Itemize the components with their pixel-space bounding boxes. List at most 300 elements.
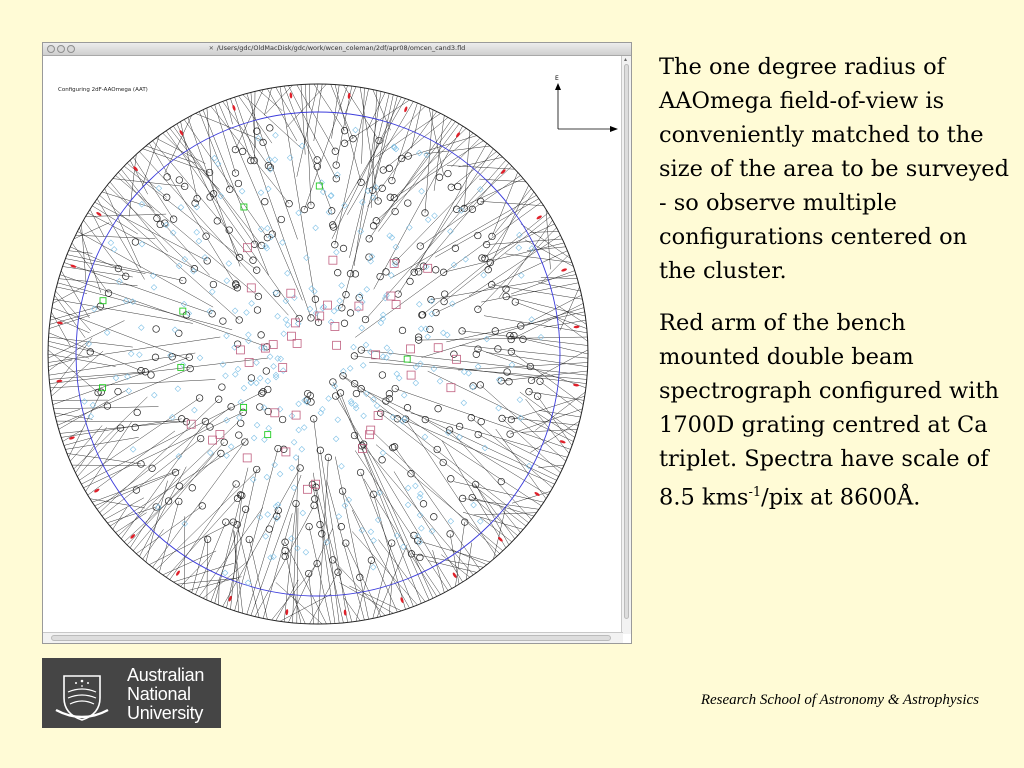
fibre-line bbox=[113, 508, 127, 530]
fibre-line bbox=[254, 92, 255, 161]
sky-marker bbox=[257, 375, 263, 381]
guide-star-marker bbox=[333, 341, 341, 349]
fibre-line bbox=[492, 172, 518, 236]
fibre-line bbox=[332, 85, 340, 139]
sky-marker bbox=[413, 380, 419, 386]
sky-marker bbox=[477, 519, 483, 525]
sky-marker bbox=[368, 258, 374, 264]
guide-star-marker bbox=[407, 371, 415, 379]
guide-star-marker bbox=[216, 430, 224, 438]
target-circle bbox=[220, 318, 227, 325]
target-circle bbox=[317, 521, 324, 528]
paragraph-spectrograph: Red arm of the bench mounted double beam spectrograph configured with 1700D grating centred at Ca triplet. Spectra have scale of 8.5 kms$^{-1}$/pix at 8600Å. bbox=[659, 310, 999, 511]
fibre-line bbox=[511, 271, 575, 294]
sky-marker bbox=[194, 229, 200, 235]
target-circle bbox=[253, 466, 260, 473]
target-circle bbox=[432, 267, 439, 274]
fibre-line bbox=[390, 141, 484, 201]
sky-marker bbox=[88, 413, 94, 419]
fibre-line bbox=[199, 112, 230, 190]
fibre-line bbox=[60, 422, 183, 434]
canvas-label: Configuring 2dF-AAOmega (AAT) bbox=[58, 87, 148, 93]
target-circle bbox=[250, 257, 257, 264]
fibre-line bbox=[181, 555, 212, 587]
fibre-line bbox=[538, 414, 575, 438]
sky-marker bbox=[250, 477, 256, 483]
sky-marker bbox=[432, 213, 438, 219]
fibre-line bbox=[276, 582, 322, 624]
sky-marker bbox=[300, 510, 306, 516]
anu-crest-icon bbox=[42, 658, 122, 728]
field-plot[interactable] bbox=[43, 56, 623, 634]
fibre-line bbox=[462, 331, 588, 346]
sky-marker bbox=[138, 325, 144, 331]
target-circle bbox=[528, 377, 535, 384]
sky-marker bbox=[272, 462, 278, 468]
anu-wordmark: Australian National University bbox=[127, 665, 205, 723]
target-circle bbox=[133, 487, 140, 494]
fibre-line bbox=[436, 251, 567, 313]
sky-marker bbox=[291, 439, 297, 445]
sky-marker bbox=[117, 279, 123, 285]
guide-star-marker bbox=[447, 384, 455, 392]
target-circle bbox=[455, 183, 462, 190]
sky-marker bbox=[280, 240, 286, 246]
fibre-line bbox=[133, 454, 214, 551]
fibre-line bbox=[314, 419, 340, 623]
fibre-line bbox=[255, 506, 314, 617]
target-circle bbox=[239, 148, 246, 155]
fibre-line bbox=[211, 106, 289, 204]
fibre-line bbox=[305, 84, 311, 205]
target-circle bbox=[219, 384, 226, 391]
horizontal-scroll-thumb[interactable] bbox=[51, 635, 611, 641]
sky-marker bbox=[82, 399, 88, 405]
fibre-line bbox=[284, 86, 332, 211]
guide-star-marker bbox=[209, 436, 217, 444]
fibre-line bbox=[118, 423, 237, 536]
sky-marker bbox=[224, 333, 230, 339]
anu-logo bbox=[42, 658, 221, 728]
sky-marker bbox=[222, 570, 228, 576]
target-circle bbox=[451, 351, 458, 358]
guide-star-marker bbox=[434, 344, 442, 352]
fibre-line bbox=[412, 105, 422, 149]
target-circle bbox=[104, 403, 111, 410]
fibre-lines bbox=[48, 84, 588, 624]
sky-marker bbox=[313, 225, 319, 231]
target-circle bbox=[506, 378, 513, 385]
parked-fibre-marker bbox=[536, 215, 542, 220]
sky-marker bbox=[91, 306, 97, 312]
sky-marker bbox=[353, 127, 359, 133]
target-circle bbox=[308, 399, 315, 406]
fibre-line bbox=[398, 149, 493, 294]
target-circle bbox=[404, 404, 411, 411]
sky-marker bbox=[170, 230, 176, 236]
sky-marker bbox=[313, 310, 319, 316]
fibre-line bbox=[92, 470, 180, 503]
target-circle bbox=[441, 291, 448, 298]
fibre-line bbox=[149, 522, 233, 565]
fibre-line bbox=[149, 143, 237, 287]
fibre-line bbox=[503, 440, 563, 469]
sky-marker bbox=[364, 391, 370, 397]
sky-marker bbox=[265, 512, 271, 518]
sky-marker bbox=[353, 405, 359, 411]
fibre-line bbox=[345, 100, 410, 143]
fibre-line bbox=[49, 353, 196, 375]
sky-marker bbox=[266, 425, 272, 431]
sky-marker bbox=[271, 554, 277, 560]
fibre-line bbox=[544, 320, 586, 327]
sky-marker bbox=[239, 188, 245, 194]
sky-marker bbox=[281, 331, 287, 337]
fibre-line bbox=[54, 407, 159, 409]
target-circle bbox=[407, 278, 414, 285]
fibre-line bbox=[64, 263, 212, 314]
fibre-line bbox=[354, 92, 381, 266]
sky-marker bbox=[444, 332, 450, 338]
sky-marker bbox=[130, 447, 136, 453]
sky-marker bbox=[481, 272, 487, 278]
fibre-line bbox=[361, 473, 414, 607]
sky-marker bbox=[371, 397, 377, 403]
sky-marker bbox=[175, 386, 181, 392]
fibre-line bbox=[418, 541, 490, 562]
target-circle bbox=[235, 180, 242, 187]
target-circle bbox=[498, 478, 505, 485]
scroll-up-icon[interactable]: ▴ bbox=[624, 56, 628, 63]
fibre-line bbox=[139, 467, 186, 557]
sky-marker bbox=[339, 463, 345, 469]
parked-fibre-marker bbox=[534, 491, 540, 496]
sky-marker bbox=[405, 485, 411, 491]
target-circle bbox=[383, 269, 390, 276]
fibre-line bbox=[361, 350, 587, 375]
fibre-line bbox=[333, 560, 385, 616]
target-circle bbox=[266, 526, 273, 533]
vertical-scrollbar[interactable] bbox=[621, 56, 631, 634]
sky-marker bbox=[448, 518, 454, 524]
target-circle bbox=[436, 174, 443, 181]
sky-marker bbox=[172, 327, 178, 333]
sky-marker bbox=[273, 132, 279, 138]
sky-marker bbox=[223, 373, 229, 379]
target-circle bbox=[330, 224, 337, 231]
target-circle bbox=[87, 349, 94, 356]
target-circle bbox=[340, 245, 347, 252]
target-circle bbox=[236, 432, 243, 439]
fibre-line bbox=[53, 285, 87, 303]
sky-marker bbox=[126, 388, 132, 394]
fibre-line bbox=[481, 283, 578, 302]
fibre-line bbox=[478, 349, 586, 388]
target-circle bbox=[334, 269, 341, 276]
target-circle bbox=[368, 557, 375, 564]
fibre-line bbox=[259, 91, 282, 111]
sky-marker bbox=[419, 188, 425, 194]
fibre-line bbox=[81, 224, 86, 285]
target-circle bbox=[278, 216, 285, 223]
fibre-line bbox=[69, 392, 102, 457]
sky-marker bbox=[137, 352, 143, 358]
sky-marker bbox=[303, 549, 309, 555]
fibre-line bbox=[159, 502, 179, 573]
fibre-line bbox=[86, 422, 132, 492]
sky-marker bbox=[254, 380, 260, 386]
parked-fibre-marker bbox=[69, 436, 76, 440]
horizontal-scrollbar[interactable] bbox=[43, 632, 623, 643]
target-circle bbox=[149, 465, 156, 472]
sky-marker bbox=[285, 322, 291, 328]
fibre-line bbox=[528, 295, 581, 323]
parked-fibre-marker bbox=[561, 268, 568, 272]
sky-marker bbox=[416, 301, 422, 307]
fibre-line bbox=[332, 97, 401, 239]
fibre-line bbox=[95, 472, 176, 505]
sky-marker bbox=[301, 425, 307, 431]
sky-marker bbox=[296, 401, 302, 407]
fibre-line bbox=[64, 438, 93, 446]
target-circle bbox=[387, 194, 394, 201]
sky-marker bbox=[289, 465, 295, 471]
target-circle bbox=[350, 135, 357, 142]
sky-marker bbox=[359, 325, 365, 331]
fibre-line bbox=[488, 185, 529, 270]
sky-marker bbox=[249, 301, 255, 307]
target-circle bbox=[485, 266, 492, 273]
fibre-line bbox=[378, 122, 455, 224]
fibre-line bbox=[333, 382, 429, 600]
fibre-line bbox=[49, 315, 90, 328]
target-circle bbox=[279, 416, 286, 423]
sky-marker bbox=[309, 286, 315, 292]
vertical-scroll-thumb[interactable] bbox=[624, 64, 629, 619]
fibre-line bbox=[49, 333, 141, 371]
sky-marker bbox=[244, 310, 250, 316]
target-circle bbox=[379, 185, 386, 192]
fibre-line bbox=[263, 513, 292, 618]
sky-marker bbox=[196, 238, 202, 244]
sky-marker bbox=[335, 172, 341, 178]
target-circle bbox=[420, 501, 427, 508]
sky-marker bbox=[419, 525, 425, 531]
fibre-line bbox=[297, 84, 318, 177]
fibre-line bbox=[72, 465, 146, 466]
sky-marker bbox=[312, 289, 318, 295]
target-circle bbox=[237, 420, 244, 427]
fibre-line bbox=[129, 154, 136, 216]
sky-marker bbox=[277, 471, 283, 477]
fibre-line bbox=[67, 255, 183, 281]
target-circle bbox=[134, 409, 141, 416]
target-circle bbox=[352, 271, 359, 278]
sky-marker bbox=[257, 514, 263, 520]
fibre-line bbox=[247, 94, 298, 240]
sky-marker bbox=[296, 427, 302, 433]
fibre-line bbox=[511, 303, 583, 339]
target-circle bbox=[379, 457, 386, 464]
fibre-line bbox=[364, 444, 433, 598]
parked-fibre-marker bbox=[289, 92, 292, 98]
sky-marker bbox=[377, 490, 383, 496]
fibre-line bbox=[530, 421, 579, 452]
paragraph-fov: The one degree radius of AAOmega field-of-view is conveniently matched to the size of the area to be surveyed - so observe multiple configurations centered on the cluster. bbox=[659, 54, 1010, 284]
allocated-marker bbox=[180, 308, 186, 314]
sky-marker bbox=[389, 235, 395, 241]
fibre-line bbox=[434, 115, 444, 190]
sky-marker bbox=[246, 332, 252, 338]
fibre-line bbox=[231, 496, 242, 610]
parked-fibre-marker bbox=[455, 132, 460, 138]
fibre-line bbox=[219, 580, 220, 605]
sky-marker bbox=[264, 474, 270, 480]
sky-marker bbox=[347, 366, 353, 372]
fibre-line bbox=[349, 94, 389, 258]
sky-marker bbox=[368, 349, 374, 355]
target-circle bbox=[358, 179, 365, 186]
allocated-marker bbox=[265, 432, 271, 438]
parked-fibre-marker bbox=[452, 572, 457, 578]
guide-star-marker bbox=[243, 454, 251, 462]
target-circle bbox=[434, 446, 441, 453]
sky-marker bbox=[517, 397, 523, 403]
target-circle bbox=[267, 125, 274, 132]
sky-marker bbox=[351, 344, 357, 350]
sky-marker bbox=[370, 564, 376, 570]
target-circle bbox=[311, 502, 318, 509]
target-circle bbox=[153, 326, 160, 333]
target-circle bbox=[176, 483, 183, 490]
x11-icon: ✕ bbox=[208, 45, 214, 52]
sky-marker bbox=[265, 378, 271, 384]
sky-marker bbox=[475, 364, 481, 370]
sky-marker bbox=[516, 245, 522, 251]
target-circle bbox=[210, 281, 217, 288]
footer-school-name: Research School of Astronomy & Astrophysics bbox=[700, 692, 979, 708]
sky-marker bbox=[517, 232, 523, 238]
fibre-line bbox=[52, 308, 187, 359]
sky-marker bbox=[334, 249, 340, 255]
sky-marker bbox=[108, 240, 114, 246]
sky-marker bbox=[299, 446, 305, 452]
sky-marker bbox=[275, 313, 281, 319]
fibre-line bbox=[341, 374, 529, 522]
target-circle bbox=[253, 267, 260, 274]
sky-marker bbox=[388, 349, 394, 355]
sky-marker bbox=[151, 285, 157, 291]
allocated-marker bbox=[404, 356, 410, 362]
sky-marker bbox=[272, 157, 278, 163]
target-circle bbox=[263, 368, 270, 375]
sky-marker bbox=[339, 283, 345, 289]
target-circle bbox=[176, 177, 183, 184]
sky-marker bbox=[431, 366, 437, 372]
fibre-line bbox=[394, 472, 463, 583]
target-circle bbox=[164, 174, 171, 181]
parked-fibre-marker bbox=[573, 383, 579, 386]
sky-marker bbox=[413, 364, 419, 370]
sky-marker bbox=[232, 308, 238, 314]
fibre-line bbox=[486, 352, 588, 366]
slide-text bbox=[659, 50, 1009, 533]
fibre-line bbox=[343, 491, 410, 608]
sky-marker bbox=[405, 502, 411, 508]
sky-marker bbox=[235, 366, 241, 372]
target-circle bbox=[341, 320, 348, 327]
target-circle bbox=[377, 273, 384, 280]
sky-marker bbox=[197, 355, 203, 361]
parked-fibre-marker bbox=[57, 321, 63, 324]
target-circle bbox=[353, 390, 360, 397]
fibre-line bbox=[392, 103, 418, 181]
sky-marker bbox=[363, 342, 369, 348]
target-circle bbox=[399, 327, 406, 334]
fibre-line bbox=[304, 86, 347, 210]
sky-marker bbox=[226, 261, 232, 267]
sky-marker bbox=[285, 270, 291, 276]
target-circle bbox=[214, 218, 221, 225]
sky-marker bbox=[335, 417, 341, 423]
sky-marker bbox=[104, 330, 110, 336]
guide-star-marker bbox=[392, 301, 400, 309]
sky-marker bbox=[232, 372, 238, 378]
fibre-line bbox=[420, 175, 520, 246]
sky-marker bbox=[273, 374, 279, 380]
target-circle bbox=[448, 476, 455, 483]
sky-marker bbox=[128, 351, 134, 357]
fibre-line bbox=[77, 428, 120, 477]
parked-fibre-marker bbox=[232, 105, 236, 112]
fibre-line bbox=[88, 431, 175, 495]
target-circle bbox=[269, 231, 276, 238]
sky-marker bbox=[220, 362, 226, 368]
fibre-line bbox=[81, 392, 263, 484]
fibre-line bbox=[538, 465, 564, 468]
guide-star-marker bbox=[292, 411, 300, 419]
sky-marker bbox=[461, 400, 467, 406]
fibre-line bbox=[510, 336, 588, 354]
sky-marker bbox=[364, 287, 370, 293]
sky-marker bbox=[228, 444, 234, 450]
sky-marker bbox=[194, 204, 200, 210]
guide-star-marker bbox=[329, 256, 337, 264]
fibre-line bbox=[335, 89, 369, 245]
fibre-line bbox=[184, 516, 185, 588]
sky-marker bbox=[440, 330, 446, 336]
target-circle bbox=[427, 326, 434, 333]
fibre-line bbox=[227, 100, 233, 124]
sky-marker bbox=[413, 483, 419, 489]
fibre-line bbox=[54, 299, 193, 323]
target-circle bbox=[435, 405, 442, 412]
fibre-line bbox=[56, 409, 80, 417]
fibre-line bbox=[90, 499, 145, 508]
target-circle bbox=[115, 388, 122, 395]
fibre-line bbox=[249, 540, 267, 620]
fibre-line bbox=[165, 115, 192, 173]
sky-marker bbox=[254, 360, 260, 366]
sky-marker bbox=[360, 363, 366, 369]
fibre-line bbox=[51, 316, 90, 333]
sky-marker bbox=[353, 402, 359, 408]
guide-star-marker bbox=[407, 345, 415, 353]
sky-marker bbox=[387, 233, 393, 239]
sky-marker bbox=[192, 407, 198, 413]
fibre-line bbox=[313, 473, 335, 624]
sky-marker bbox=[437, 378, 443, 384]
